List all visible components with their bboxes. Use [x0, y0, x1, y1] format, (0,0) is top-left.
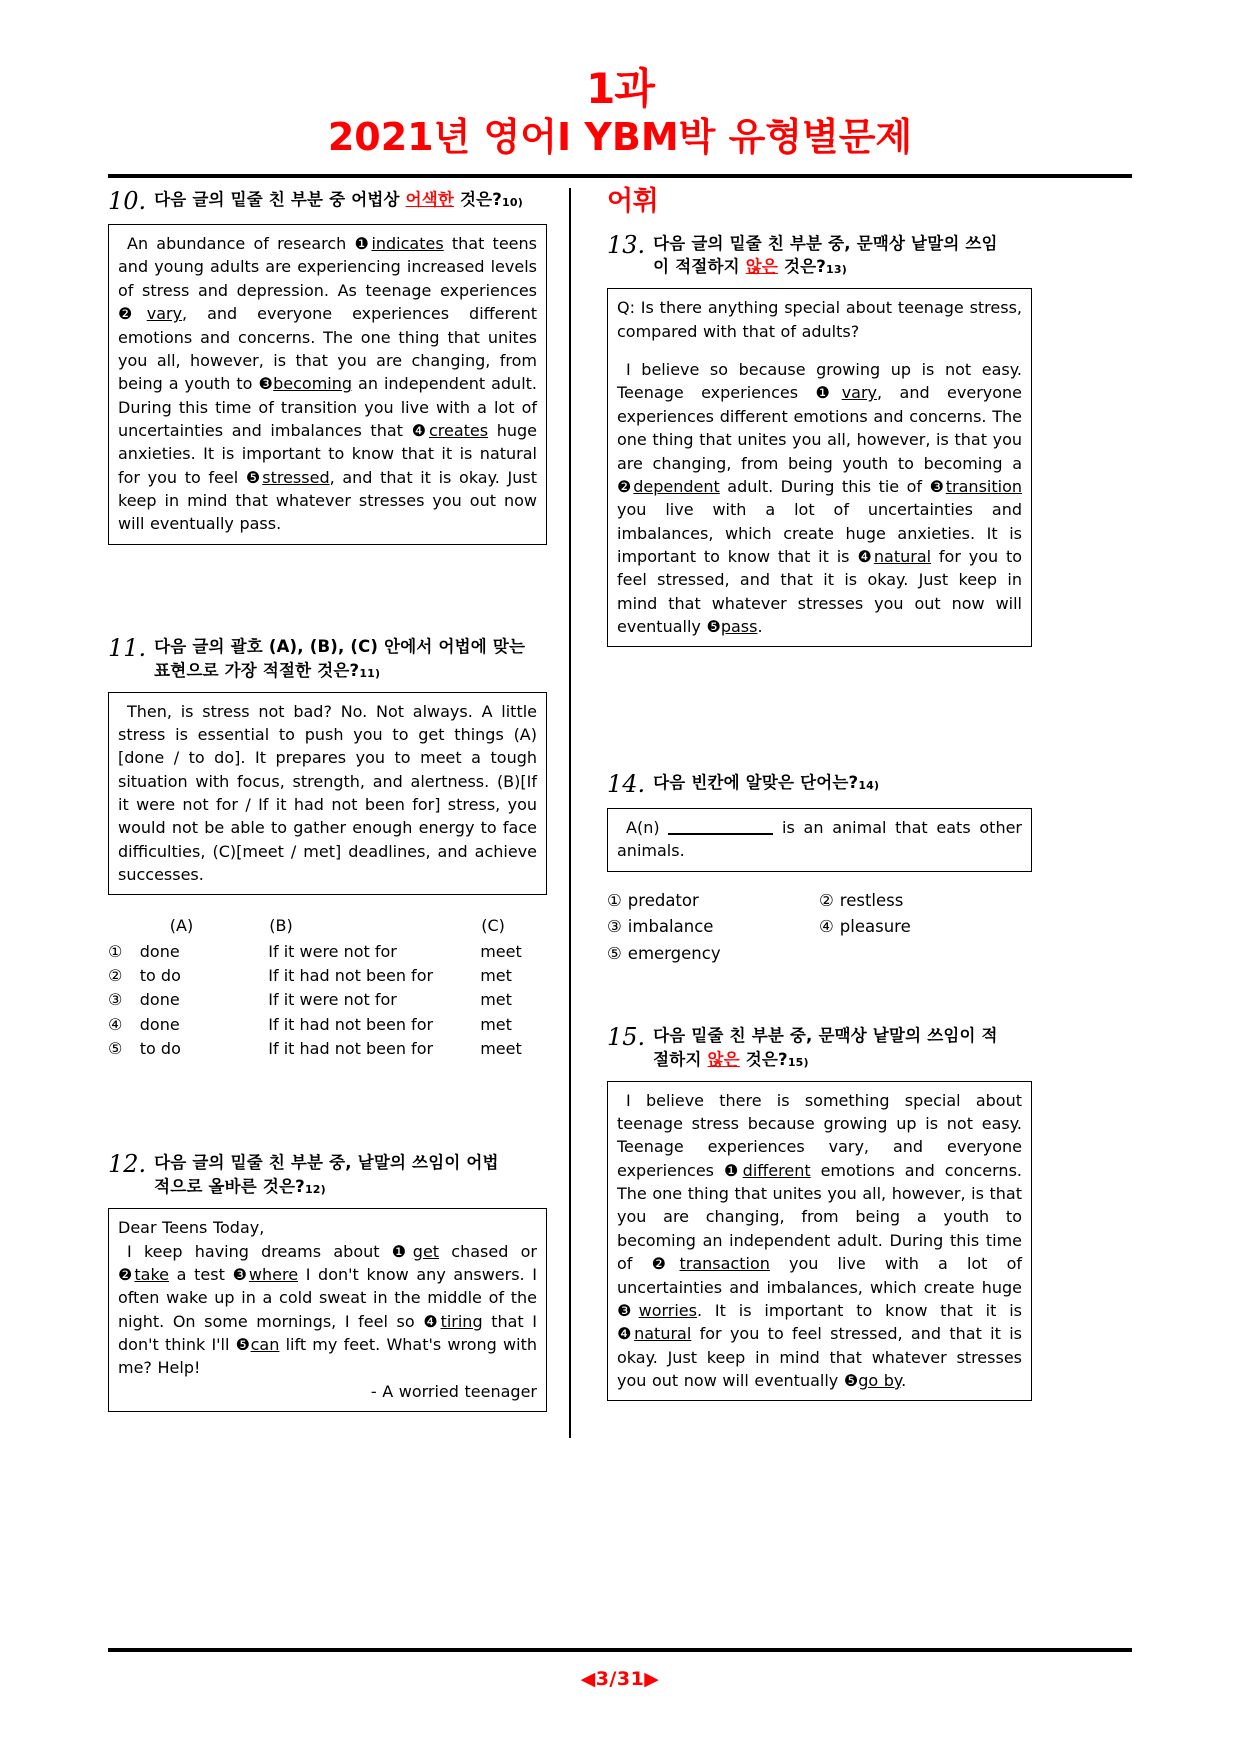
question-10 — [108, 188, 547, 545]
q11-passage-text: Then, is stress not bad? No. Not always. A little stress is essential to push you to get things (A)[done / to do]. It prepares you to meet a tough situation with focus, strength, and alertness. (B)[If it were not for / If it had not been for] stress, you would not be able to gather enough energy to face difficulties, (C)[meet / met] deadlines, and achieve successes. — [118, 701, 537, 885]
lesson-title: 1과 — [586, 64, 654, 113]
list-item[interactable] — [607, 888, 819, 915]
question-12 — [108, 1151, 547, 1412]
choice-a-value: to do — [139, 1039, 181, 1059]
q15-prompt-highlight: 않은 — [707, 1049, 740, 1069]
question-14 — [607, 771, 1032, 967]
choice-index: ③ — [607, 917, 622, 937]
question-12-passage — [108, 1208, 547, 1412]
question-11-passage — [108, 692, 547, 896]
question-11 — [108, 635, 547, 1062]
choice-label: predator — [627, 890, 699, 910]
question-13-number: 13. — [607, 230, 646, 259]
choice-index: ② — [819, 890, 834, 910]
question-12-number: 12. — [108, 1150, 147, 1179]
q13-passage-question: Q: Is there anything special about teenage stress, compared with that of adults? — [617, 298, 1022, 341]
choice-label: pleasure — [839, 917, 911, 937]
choice-a-value: done — [139, 990, 180, 1010]
q13-prompt-highlight: 않은 — [745, 257, 779, 277]
section-title-vocabulary: 어휘 — [607, 185, 659, 217]
question-10-header — [108, 188, 547, 216]
table-row[interactable] — [108, 1037, 547, 1061]
choice-label: emergency — [627, 944, 721, 964]
q10-passage-text: An abundance of research ❶indicates that teens and young adults are experiencing increased levels of stress and depression. As teenage experiences ❷vary, and everyone experiences different emotions and concerns. The one thing that unites you all, however, is that you are changing, from being a youth to ❸becoming an independent adult. During this time of transition you live with a lot of uncertainties and imbalances that ❹creates huge anxieties. It is important to know that it is natural for you to feel ❺stressed, and that it is okay. Just keep in mind that whatever stresses you out now will eventually pass. — [118, 234, 538, 534]
q12-prompt-line2: 적으로 올바른 것은? — [154, 1177, 305, 1197]
table-row[interactable] — [108, 1013, 547, 1037]
choice-b-value: If it were not for — [268, 941, 397, 961]
q15-passage-text: I believe there is something special about teenage stress because growing up is not easy. Teenage experiences vary, and everyone experiences ❶different emotions and concerns. The one thing that unites you all, however, is that you are changing, from being a youth to becoming an independent adult. During this time of ❷transaction you live with a lot of uncertainties and imbalances, which create huge ❸worries. It is important to know that it is ❹natural for you to feel stressed, and that it is okay. Just keep in mind that whatever stresses you out now will eventually ❺go by. — [617, 1090, 1023, 1390]
q13-passage-answer: I believe so because growing up is not easy. Teenage experiences ❶vary, and everyone experiences different emotions and concerns. The one thing that unites you all, however, is that you are changing, from being youth to becoming a ❷dependent adult. During this tie of ❸transition you live with a lot of uncertainties and imbalances, which create huge anxieties. It is important to know that it is ❹natural for you to feel stressed, and that it is okay. Just keep in mind that whatever stresses you out now will eventually ❺pass. — [617, 360, 1023, 637]
abc-header-row — [108, 913, 547, 939]
column-divider — [569, 188, 571, 1438]
choice-a-value: to do — [139, 966, 181, 986]
abc-header-c: (C) — [481, 916, 505, 936]
choice-c-value: meet — [480, 1039, 522, 1059]
question-10-prompt — [154, 188, 547, 212]
list-item[interactable] — [607, 941, 819, 968]
content-columns — [108, 185, 1132, 1438]
choice-row — [607, 914, 1032, 941]
question-15 — [607, 1024, 1032, 1402]
question-15-prompt — [653, 1024, 1032, 1072]
question-15-number: 15. — [607, 1022, 646, 1051]
q10-prompt-post: 것은? — [454, 189, 503, 209]
choice-b-value: If it had not been for — [268, 1014, 434, 1034]
question-12-header — [108, 1151, 547, 1199]
question-13 — [607, 232, 1032, 648]
q14-sentence-post: is an animal that eats other animals. — [617, 817, 1023, 861]
choice-b-value: If it had not been for — [268, 1039, 434, 1059]
question-13-prompt — [653, 232, 1032, 280]
q13-prompt-post: 것은? — [778, 257, 827, 277]
question-14-choices — [607, 888, 1032, 968]
choice-c-value: met — [480, 990, 512, 1010]
list-item[interactable] — [819, 888, 1031, 915]
choice-c-value: meet — [480, 941, 522, 961]
choice-index: ① — [108, 941, 123, 961]
table-row[interactable] — [108, 964, 547, 988]
q11-prompt-line1: 다음 글의 괄호 (A), (B), (C) 안에서 어법에 맞는 — [154, 636, 526, 656]
spacer — [607, 972, 1032, 1024]
q15-prompt-post: 것은? — [739, 1049, 788, 1069]
abc-header-spacer — [108, 913, 140, 939]
question-13-passage — [607, 288, 1032, 647]
choice-b-value: If it had not been for — [268, 966, 434, 986]
q13-prompt-line1: 다음 글의 밑줄 친 부분 중, 문맥상 낱말의 쓰임 — [653, 233, 998, 253]
question-13-header — [607, 232, 1032, 280]
q12-prompt-line1: 다음 글의 밑줄 친 부분 중, 낱말의 쓰임이 어법 — [154, 1153, 499, 1173]
q12-signature: - A worried teenager — [370, 1381, 537, 1401]
list-item[interactable] — [607, 914, 819, 941]
question-14-header — [607, 771, 1032, 799]
choice-index: ③ — [108, 990, 123, 1010]
q12-footnote: 12) — [304, 1183, 326, 1197]
q13-prompt-pre: 이 적절하지 — [653, 257, 746, 277]
q10-prompt-pre: 다음 글의 밑줄 친 부분 중 어법상 — [154, 189, 406, 209]
footer-divider — [108, 1648, 1132, 1652]
question-15-passage — [607, 1081, 1032, 1402]
header-divider — [108, 174, 1132, 178]
choice-c-value: met — [480, 966, 512, 986]
q11-footnote: 11) — [359, 666, 381, 680]
table-row[interactable] — [108, 940, 547, 964]
q12-salutation: Dear Teens Today, — [118, 1218, 265, 1238]
choice-a-value: done — [139, 941, 180, 961]
q15-prompt-line1: 다음 밑줄 친 부분 중, 문맥상 낱말의 쓰임이 적 — [653, 1025, 998, 1045]
choice-label: imbalance — [627, 917, 714, 937]
choice-index: ⑤ — [607, 944, 622, 964]
list-item[interactable] — [819, 914, 1031, 941]
q14-sentence-pre: A(n) — [626, 817, 669, 837]
question-11-prompt — [154, 635, 547, 683]
worksheet-title: 2021년 영어Ⅰ YBM박 유형별문제 — [327, 115, 913, 159]
spacer — [108, 1065, 547, 1151]
q11-prompt-line2: 표현으로 가장 적절한 것은? — [154, 660, 360, 680]
question-11-choice-table — [108, 913, 547, 1061]
question-15-header — [607, 1024, 1032, 1072]
spacer — [607, 651, 1032, 771]
choice-row — [607, 888, 1032, 915]
page-indicator: ◀3/31▶ — [580, 1668, 660, 1690]
q15-footnote: 15) — [787, 1055, 809, 1069]
choice-row — [607, 941, 1032, 968]
q14-prompt: 다음 빈칸에 알맞은 단어는? — [653, 773, 859, 793]
question-14-number: 14. — [607, 770, 646, 799]
question-11-header — [108, 635, 547, 683]
choice-index: ② — [108, 966, 123, 986]
page-header — [108, 0, 1132, 162]
table-row[interactable] — [108, 988, 547, 1012]
choice-index: ④ — [108, 1014, 123, 1034]
q15-prompt-pre: 절하지 — [653, 1049, 708, 1069]
question-14-passage — [607, 808, 1032, 872]
choice-b-value: If it were not for — [268, 990, 397, 1010]
q14-sentence — [617, 816, 1022, 863]
passage-gap — [617, 343, 1022, 358]
q10-footnote: 10) — [502, 195, 523, 209]
right-column — [577, 185, 1032, 1438]
q10-prompt-highlight: 어색한 — [405, 189, 455, 209]
choice-label: restless — [839, 890, 904, 910]
choice-index: ① — [607, 890, 622, 910]
abc-header-a: (A) — [169, 916, 194, 936]
choice-index: ⑤ — [108, 1039, 123, 1059]
abc-header-b: (B) — [269, 916, 293, 936]
q13-footnote: 13) — [826, 263, 847, 277]
question-10-passage — [108, 224, 547, 545]
q12-passage-text: I keep having dreams about ❶get chased or ❷take a test ❸where I don't know any answers. I often wake up in a cold sweat in the middle of the night. On some mornings, I feel so ❹tiring that I don't think I'll ❺can lift my feet. What's wrong with me? Help! — [118, 1241, 538, 1378]
choice-a-value: done — [139, 1014, 180, 1034]
page-footer — [108, 1648, 1132, 1690]
question-10-number: 10. — [108, 186, 147, 215]
question-14-prompt — [653, 771, 1032, 795]
question-11-number: 11. — [108, 633, 147, 662]
spacer — [108, 549, 547, 635]
question-12-prompt — [154, 1151, 547, 1199]
answer-blank[interactable] — [668, 833, 773, 835]
choice-index: ④ — [819, 917, 834, 937]
q14-footnote: 14) — [858, 779, 880, 793]
choice-c-value: met — [480, 1014, 512, 1034]
left-column — [108, 188, 563, 1438]
